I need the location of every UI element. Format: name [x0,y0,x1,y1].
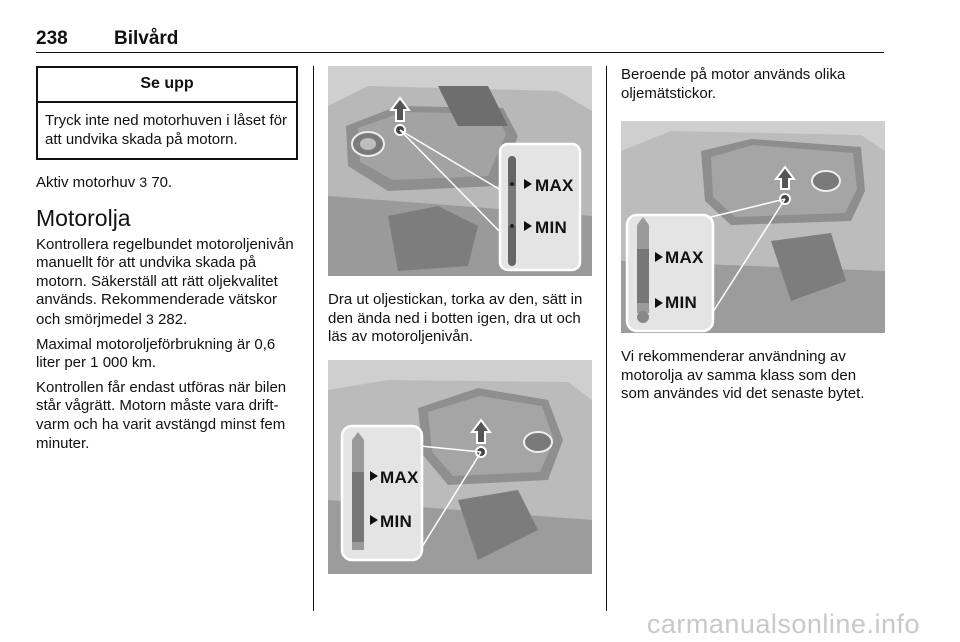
column-3 [621,66,887,404]
min-label: MIN [380,511,413,531]
engine-dipstick-figure-1 [328,66,592,276]
engine-dipstick-figure-3 [621,121,885,333]
check-paragraph [36,236,298,330]
caution-text: Tryck inte ned motorhuven i låset för att undvika skada på motorn. [45,112,288,148]
dipstick-instruction: Dra ut oljestickan, torka av den, sätt in den ända ned i botten igen, dra ut och läs av motoroljenivån. [328,291,583,346]
column-divider [606,66,607,611]
page-header [36,26,884,53]
page-number: 238 [36,28,68,49]
engine-dipstick-figure-2 [328,360,592,574]
page-ref-icon: 3 [146,310,154,327]
caution-box [36,66,298,160]
watermark: carmanualsonline.info [646,609,920,639]
check-text: Kontrollera regelbundet motoroljenivån manuellt för att undvika skada på motorn. Säkerställ att rätt oljekvalitet används. Rekommenderade vätskor och smörjmedel [36,235,294,328]
column-1 [36,66,298,453]
max-label: MAX [665,248,704,268]
active-hood-ref[interactable]: 70. [151,174,173,191]
dipstick-variants-text: Beroende på motor används olika oljemätstickor. [621,66,846,102]
page-ref-icon: 3 [139,174,148,190]
max-label: MAX [535,176,574,195]
consumption-paragraph: Maximal motoroljeförbrukning är 0,6 liter per 1 000 km. [36,335,276,372]
column-divider [313,66,314,611]
active-hood-text: Aktiv motorhuv [36,174,136,191]
active-hood-paragraph [36,173,298,193]
caution-title: Se upp [38,68,296,103]
chapter-title: Bilvård [114,28,179,49]
oil-recommendation-text: Vi rekommenderar användning av motorolja av samma klass som den som användes vid det senaste bytet. [621,348,865,403]
column-2 [328,66,592,574]
fluids-ref[interactable]: 282. [158,310,188,328]
max-label: MAX [380,467,419,487]
conditions-paragraph: Kontrollen får endast utföras när bilen står vågrätt. Motorn måste vara driftvarm och ha varit avstängd minst fem minuter. [36,378,287,452]
section-heading: Motorolja [36,204,131,231]
min-label: MIN [665,293,698,313]
min-label: MIN [535,218,568,237]
